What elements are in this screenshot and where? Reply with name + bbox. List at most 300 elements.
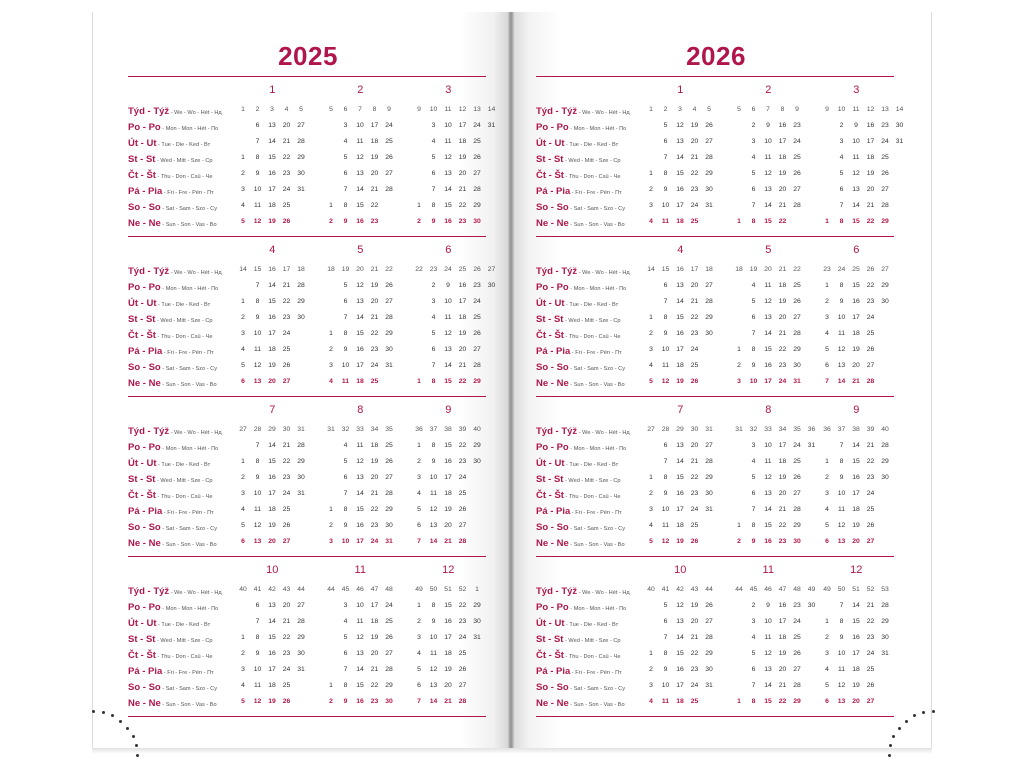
- day-date: 13: [764, 490, 772, 497]
- day-date: 23: [866, 474, 875, 481]
- day-date: 29: [881, 458, 889, 465]
- weekday-translations: - Thu - Don - Csü - Че: [155, 494, 213, 500]
- month-number: 10: [266, 564, 279, 576]
- day-date: 2: [417, 618, 421, 625]
- day-date: 4: [241, 202, 245, 209]
- year-title-right: 2026: [686, 41, 746, 71]
- page-shadow: [92, 748, 932, 754]
- weekday-key: Pá - Pia: [536, 666, 571, 677]
- day-date: 3: [241, 186, 245, 193]
- week-number: 10: [429, 106, 438, 113]
- day-date: 12: [356, 634, 364, 641]
- day-date: 4: [825, 330, 829, 337]
- day-date: 22: [778, 346, 787, 353]
- day-date: 30: [297, 474, 305, 481]
- weekday-translations: - Mon - Mon - Hét - По: [568, 286, 627, 292]
- day-date: 9: [663, 330, 668, 337]
- week-number: 25: [458, 266, 467, 273]
- day-date: 8: [663, 474, 668, 481]
- day-date: 23: [866, 298, 875, 305]
- day-date: 1: [649, 650, 653, 657]
- weekday-key: Čt - Št: [536, 490, 564, 501]
- day-date: 13: [676, 618, 684, 625]
- day-date: 20: [282, 602, 291, 609]
- week-number: 18: [327, 266, 335, 273]
- day-date: 25: [385, 138, 393, 145]
- weekday-key: Ne - Ne: [128, 218, 161, 229]
- month-number: 1: [269, 84, 276, 96]
- day-date: 9: [343, 346, 348, 353]
- day-date: 5: [751, 474, 756, 481]
- sunday-date: 23: [458, 218, 467, 225]
- day-date: 14: [444, 362, 452, 369]
- sunday-date: 15: [444, 378, 452, 385]
- day-date: 13: [444, 346, 452, 353]
- day-date: 1: [417, 602, 421, 609]
- weekday-label: [128, 632, 246, 644]
- month-number: 6: [853, 244, 860, 256]
- day-date: 16: [676, 666, 684, 673]
- day-date: 4: [649, 522, 653, 529]
- week-number: 9: [387, 106, 391, 113]
- weekday-translations: - Sun - Son - Vas - Во: [160, 542, 217, 548]
- weekday-translations: - We - Wo - Hét - Нд: [169, 430, 222, 436]
- sunday-date: 19: [676, 378, 684, 385]
- day-date: 11: [356, 442, 364, 449]
- weekday-label: [536, 216, 654, 228]
- day-date: 15: [356, 506, 364, 513]
- week-number: 49: [823, 586, 831, 593]
- day-date: 1: [241, 298, 245, 305]
- day-date: 21: [282, 618, 291, 625]
- day-date: 10: [356, 602, 364, 609]
- day-date: 20: [778, 490, 787, 497]
- weekday-key: So - So: [128, 522, 161, 533]
- week-number: 14: [895, 106, 904, 113]
- day-date: 22: [370, 202, 379, 209]
- day-date: 28: [705, 458, 713, 465]
- day-date: 12: [764, 650, 772, 657]
- day-date: 28: [793, 682, 801, 689]
- sunday-date: 16: [356, 218, 364, 225]
- week-number: 5: [737, 106, 741, 113]
- day-date: 27: [705, 618, 713, 625]
- week-number: 48: [793, 586, 801, 593]
- day-date: 11: [661, 362, 670, 369]
- day-date: 4: [431, 314, 436, 321]
- day-date: 20: [690, 442, 699, 449]
- day-date: 10: [444, 122, 452, 129]
- day-date: 21: [778, 506, 787, 513]
- day-date: 11: [429, 650, 438, 657]
- day-date: 17: [268, 330, 276, 337]
- week-number: 22: [793, 266, 801, 273]
- day-date: 15: [676, 650, 684, 657]
- week-number: 23: [429, 266, 438, 273]
- day-date: 31: [705, 202, 713, 209]
- day-date: 11: [764, 458, 772, 465]
- day-date: 4: [751, 634, 756, 641]
- day-date: 3: [343, 602, 348, 609]
- weekday-key: Čt - Št: [128, 490, 156, 501]
- week-number: 31: [297, 426, 305, 433]
- month-number: 1: [677, 84, 684, 96]
- day-date: 28: [473, 186, 481, 193]
- sunday-date: 18: [676, 698, 684, 705]
- weekday-translations: - Wed - Mitt - Sze - Ср: [563, 158, 621, 164]
- day-date: 23: [793, 122, 801, 129]
- week-number: 46: [764, 586, 772, 593]
- day-date: 4: [343, 442, 348, 449]
- day-date: 16: [852, 298, 860, 305]
- day-date: 18: [458, 314, 467, 321]
- week-number: 44: [705, 586, 713, 593]
- day-date: 1: [329, 202, 333, 209]
- day-date: 20: [778, 314, 787, 321]
- day-date: 24: [282, 186, 291, 193]
- day-date: 11: [429, 490, 438, 497]
- weekday-translations: - Tue - Die - Ked - Вт: [564, 142, 619, 148]
- day-date: 17: [778, 138, 787, 145]
- sunday-date: 12: [661, 378, 670, 385]
- day-date: 12: [444, 154, 452, 161]
- weekday-key: So - So: [536, 362, 569, 373]
- day-date: 19: [444, 506, 452, 513]
- day-date: 3: [329, 362, 333, 369]
- day-date: 22: [458, 202, 467, 209]
- weekday-key: Po - Po: [128, 122, 161, 133]
- day-date: 31: [705, 506, 713, 513]
- weekday-key: Čt - Št: [536, 330, 564, 341]
- day-date: 11: [837, 666, 846, 673]
- weekday-label: [128, 360, 246, 372]
- day-date: 15: [444, 602, 452, 609]
- day-date: 24: [881, 138, 889, 145]
- week-number: 43: [282, 586, 291, 593]
- day-date: 21: [370, 186, 379, 193]
- sunday-date: 11: [661, 218, 670, 225]
- day-date: 7: [431, 362, 436, 369]
- day-date: 7: [255, 618, 260, 625]
- day-date: 25: [866, 330, 875, 337]
- week-number: 2: [255, 106, 260, 113]
- day-date: 27: [866, 362, 875, 369]
- weekday-label: [128, 376, 246, 388]
- weekday-label: [128, 488, 246, 500]
- day-date: 15: [444, 202, 452, 209]
- book-gutter: [508, 12, 514, 750]
- week-number: 44: [327, 586, 335, 593]
- day-date: 7: [343, 490, 348, 497]
- day-date: 11: [837, 330, 846, 337]
- week-number: 50: [429, 586, 438, 593]
- weekday-label: [536, 600, 654, 612]
- week-number: 21: [370, 266, 379, 273]
- day-date: 5: [417, 666, 421, 673]
- sunday-date: 19: [268, 218, 276, 225]
- day-date: 30: [705, 490, 713, 497]
- weekday-label: [128, 472, 246, 484]
- day-date: 30: [487, 282, 496, 289]
- day-date: 3: [825, 650, 829, 657]
- day-date: 11: [764, 282, 772, 289]
- day-date: 25: [385, 618, 393, 625]
- day-date: 30: [807, 602, 816, 609]
- weekday-translations: - We - Wo - Hét - Нд: [169, 590, 222, 596]
- weekday-translations: - Mon - Mon - Hét - По: [568, 446, 627, 452]
- week-number: 34: [370, 426, 379, 433]
- sunday-date: 20: [268, 538, 276, 545]
- day-date: 3: [751, 618, 756, 625]
- day-date: 26: [793, 298, 801, 305]
- sunday-date: 3: [737, 378, 741, 385]
- day-date: 24: [282, 330, 291, 337]
- day-date: 4: [751, 458, 756, 465]
- day-date: 12: [429, 666, 438, 673]
- week-number: 44: [297, 586, 305, 593]
- day-date: 12: [852, 170, 860, 177]
- weekday-key: Po - Po: [128, 442, 161, 453]
- weekday-translations: - We - Wo - Hét - Нд: [577, 270, 630, 276]
- weekday-label: [536, 616, 654, 628]
- day-date: 24: [385, 602, 393, 609]
- day-date: 8: [431, 202, 436, 209]
- weekday-label: [536, 152, 654, 164]
- day-date: 29: [793, 346, 801, 353]
- day-date: 29: [385, 506, 393, 513]
- day-date: 3: [839, 138, 844, 145]
- day-date: 30: [473, 458, 481, 465]
- week-number: 47: [778, 586, 787, 593]
- day-date: 27: [385, 650, 393, 657]
- day-date: 18: [852, 506, 860, 513]
- week-number: 39: [458, 426, 467, 433]
- day-date: 15: [852, 282, 860, 289]
- day-date: 24: [866, 490, 875, 497]
- day-date: 3: [343, 122, 348, 129]
- day-date: 2: [825, 474, 829, 481]
- sunday-date: 7: [417, 698, 421, 705]
- week-number: 10: [837, 106, 846, 113]
- week-number: 40: [647, 586, 655, 593]
- day-date: 16: [268, 170, 276, 177]
- weekday-translations: - Thu - Don - Csü - Че: [563, 654, 621, 660]
- sunday-date: 25: [690, 698, 699, 705]
- day-date: 10: [764, 138, 772, 145]
- day-date: 10: [444, 298, 452, 305]
- sunday-date: 23: [778, 538, 787, 545]
- day-date: 4: [825, 506, 829, 513]
- week-number: 51: [444, 586, 452, 593]
- week-number: 34: [778, 426, 787, 433]
- day-date: 13: [676, 138, 684, 145]
- day-date: 29: [705, 170, 713, 177]
- week-number: 37: [429, 426, 438, 433]
- week-number: 51: [852, 586, 860, 593]
- day-date: 14: [676, 458, 684, 465]
- weekday-key: Týd - Týž: [128, 266, 170, 277]
- weekday-label: [128, 280, 246, 292]
- weekday-label: [536, 536, 654, 548]
- day-date: 3: [649, 682, 653, 689]
- day-date: 16: [764, 362, 772, 369]
- day-date: 29: [297, 298, 305, 305]
- day-date: 23: [778, 362, 787, 369]
- weekday-key: So - So: [128, 362, 161, 373]
- week-number: 27: [647, 426, 655, 433]
- week-number: 16: [268, 266, 276, 273]
- weekday-translations: - Thu - Don - Csü - Че: [155, 654, 213, 660]
- section-divider: [128, 716, 486, 717]
- week-number: 5: [329, 106, 333, 113]
- sunday-date: 21: [444, 538, 452, 545]
- day-date: 9: [839, 474, 844, 481]
- day-date: 30: [473, 618, 481, 625]
- day-date: 1: [649, 314, 653, 321]
- weekday-translations: - Tue - Die - Ked - Вт: [156, 302, 211, 308]
- section-divider: [536, 556, 894, 557]
- day-date: 22: [866, 618, 875, 625]
- day-date: 6: [417, 682, 421, 689]
- week-number: 23: [823, 266, 831, 273]
- day-date: 17: [852, 490, 860, 497]
- section-divider: [536, 396, 894, 397]
- weekday-translations: - Sun - Son - Vas - Во: [160, 382, 217, 388]
- week-number: 36: [415, 426, 423, 433]
- week-number: 49: [415, 586, 423, 593]
- day-date: 13: [837, 362, 846, 369]
- sunday-date: 1: [825, 218, 829, 225]
- day-date: 5: [241, 522, 245, 529]
- day-date: 4: [241, 346, 245, 353]
- weekday-key: St - St: [128, 314, 156, 325]
- weekday-label: [536, 168, 654, 180]
- day-date: 20: [778, 666, 787, 673]
- day-date: 23: [690, 666, 699, 673]
- day-date: 14: [268, 282, 276, 289]
- day-date: 23: [793, 602, 801, 609]
- weekday-label: [536, 104, 654, 116]
- week-number: 14: [487, 106, 496, 113]
- weekday-label: [536, 584, 654, 596]
- day-date: 28: [297, 138, 305, 145]
- weekday-key: Čt - Št: [128, 650, 156, 661]
- year-divider: [536, 76, 894, 77]
- weekday-label: [536, 184, 654, 196]
- month-number: 10: [674, 564, 687, 576]
- day-date: 24: [690, 346, 699, 353]
- sunday-date: 7: [417, 538, 421, 545]
- day-date: 6: [417, 522, 421, 529]
- day-date: 8: [431, 442, 436, 449]
- day-date: 18: [778, 458, 787, 465]
- day-date: 25: [690, 362, 699, 369]
- day-date: 30: [881, 634, 889, 641]
- day-date: 26: [282, 362, 291, 369]
- sunday-date: 14: [429, 538, 438, 545]
- week-number: 25: [852, 266, 860, 273]
- day-date: 5: [417, 506, 421, 513]
- day-date: 17: [778, 618, 787, 625]
- sunday-date: 6: [241, 538, 245, 545]
- day-date: 13: [356, 474, 364, 481]
- week-number: 13: [473, 106, 481, 113]
- corner-dot: [136, 754, 139, 757]
- day-date: 2: [329, 522, 333, 529]
- day-date: 27: [705, 442, 713, 449]
- weekday-key: Ne - Ne: [128, 538, 161, 549]
- day-date: 9: [431, 618, 436, 625]
- day-date: 2: [241, 650, 245, 657]
- day-date: 11: [444, 138, 452, 145]
- day-date: 12: [444, 330, 452, 337]
- weekday-label: [536, 648, 654, 660]
- weekday-translations: - Fri - Fre - Pén - Пт: [570, 670, 622, 676]
- day-date: 15: [356, 330, 364, 337]
- day-date: 1: [241, 634, 245, 641]
- week-number: 5: [299, 106, 303, 113]
- day-date: 30: [881, 474, 889, 481]
- day-date: 18: [370, 138, 379, 145]
- sunday-date: 5: [649, 378, 653, 385]
- day-date: 14: [356, 314, 364, 321]
- day-date: 5: [343, 634, 348, 641]
- day-date: 24: [370, 362, 379, 369]
- month-number: 7: [677, 404, 684, 416]
- day-date: 23: [370, 522, 379, 529]
- day-date: 18: [778, 154, 787, 161]
- weekday-label: [128, 312, 246, 324]
- sunday-date: 10: [341, 538, 350, 545]
- day-date: 27: [458, 522, 467, 529]
- day-date: 22: [370, 682, 379, 689]
- month-number: 2: [357, 84, 364, 96]
- day-date: 14: [852, 202, 860, 209]
- sunday-date: 22: [778, 218, 787, 225]
- weekday-key: Po - Po: [536, 442, 569, 453]
- day-date: 13: [356, 170, 364, 177]
- sunday-date: 8: [751, 698, 756, 705]
- weekday-key: St - St: [128, 474, 156, 485]
- day-date: 25: [793, 282, 801, 289]
- weekday-label: [128, 664, 246, 676]
- day-date: 21: [690, 458, 699, 465]
- week-number: 14: [647, 266, 655, 273]
- day-date: 21: [690, 634, 699, 641]
- day-date: 10: [837, 650, 846, 657]
- week-number: 42: [676, 586, 684, 593]
- weekday-label: [536, 440, 654, 452]
- weekday-key: Út - Ut: [128, 138, 157, 149]
- day-date: 21: [458, 362, 467, 369]
- weekday-translations: - We - Wo - Hét - Нд: [169, 110, 222, 116]
- day-date: 9: [766, 602, 770, 609]
- day-date: 23: [282, 170, 291, 177]
- weekday-label: [128, 536, 246, 548]
- day-date: 6: [663, 138, 668, 145]
- weekday-translations: - Sat - Sam - Szo - Су: [160, 526, 217, 532]
- day-date: 28: [297, 282, 305, 289]
- day-date: 3: [649, 506, 653, 513]
- day-date: 1: [417, 202, 421, 209]
- day-date: 6: [825, 362, 829, 369]
- sunday-date: 22: [778, 698, 787, 705]
- day-date: 28: [705, 154, 713, 161]
- day-date: 14: [764, 202, 772, 209]
- sunday-date: 2: [737, 538, 741, 545]
- day-date: 14: [764, 506, 772, 513]
- week-number: 19: [341, 266, 350, 273]
